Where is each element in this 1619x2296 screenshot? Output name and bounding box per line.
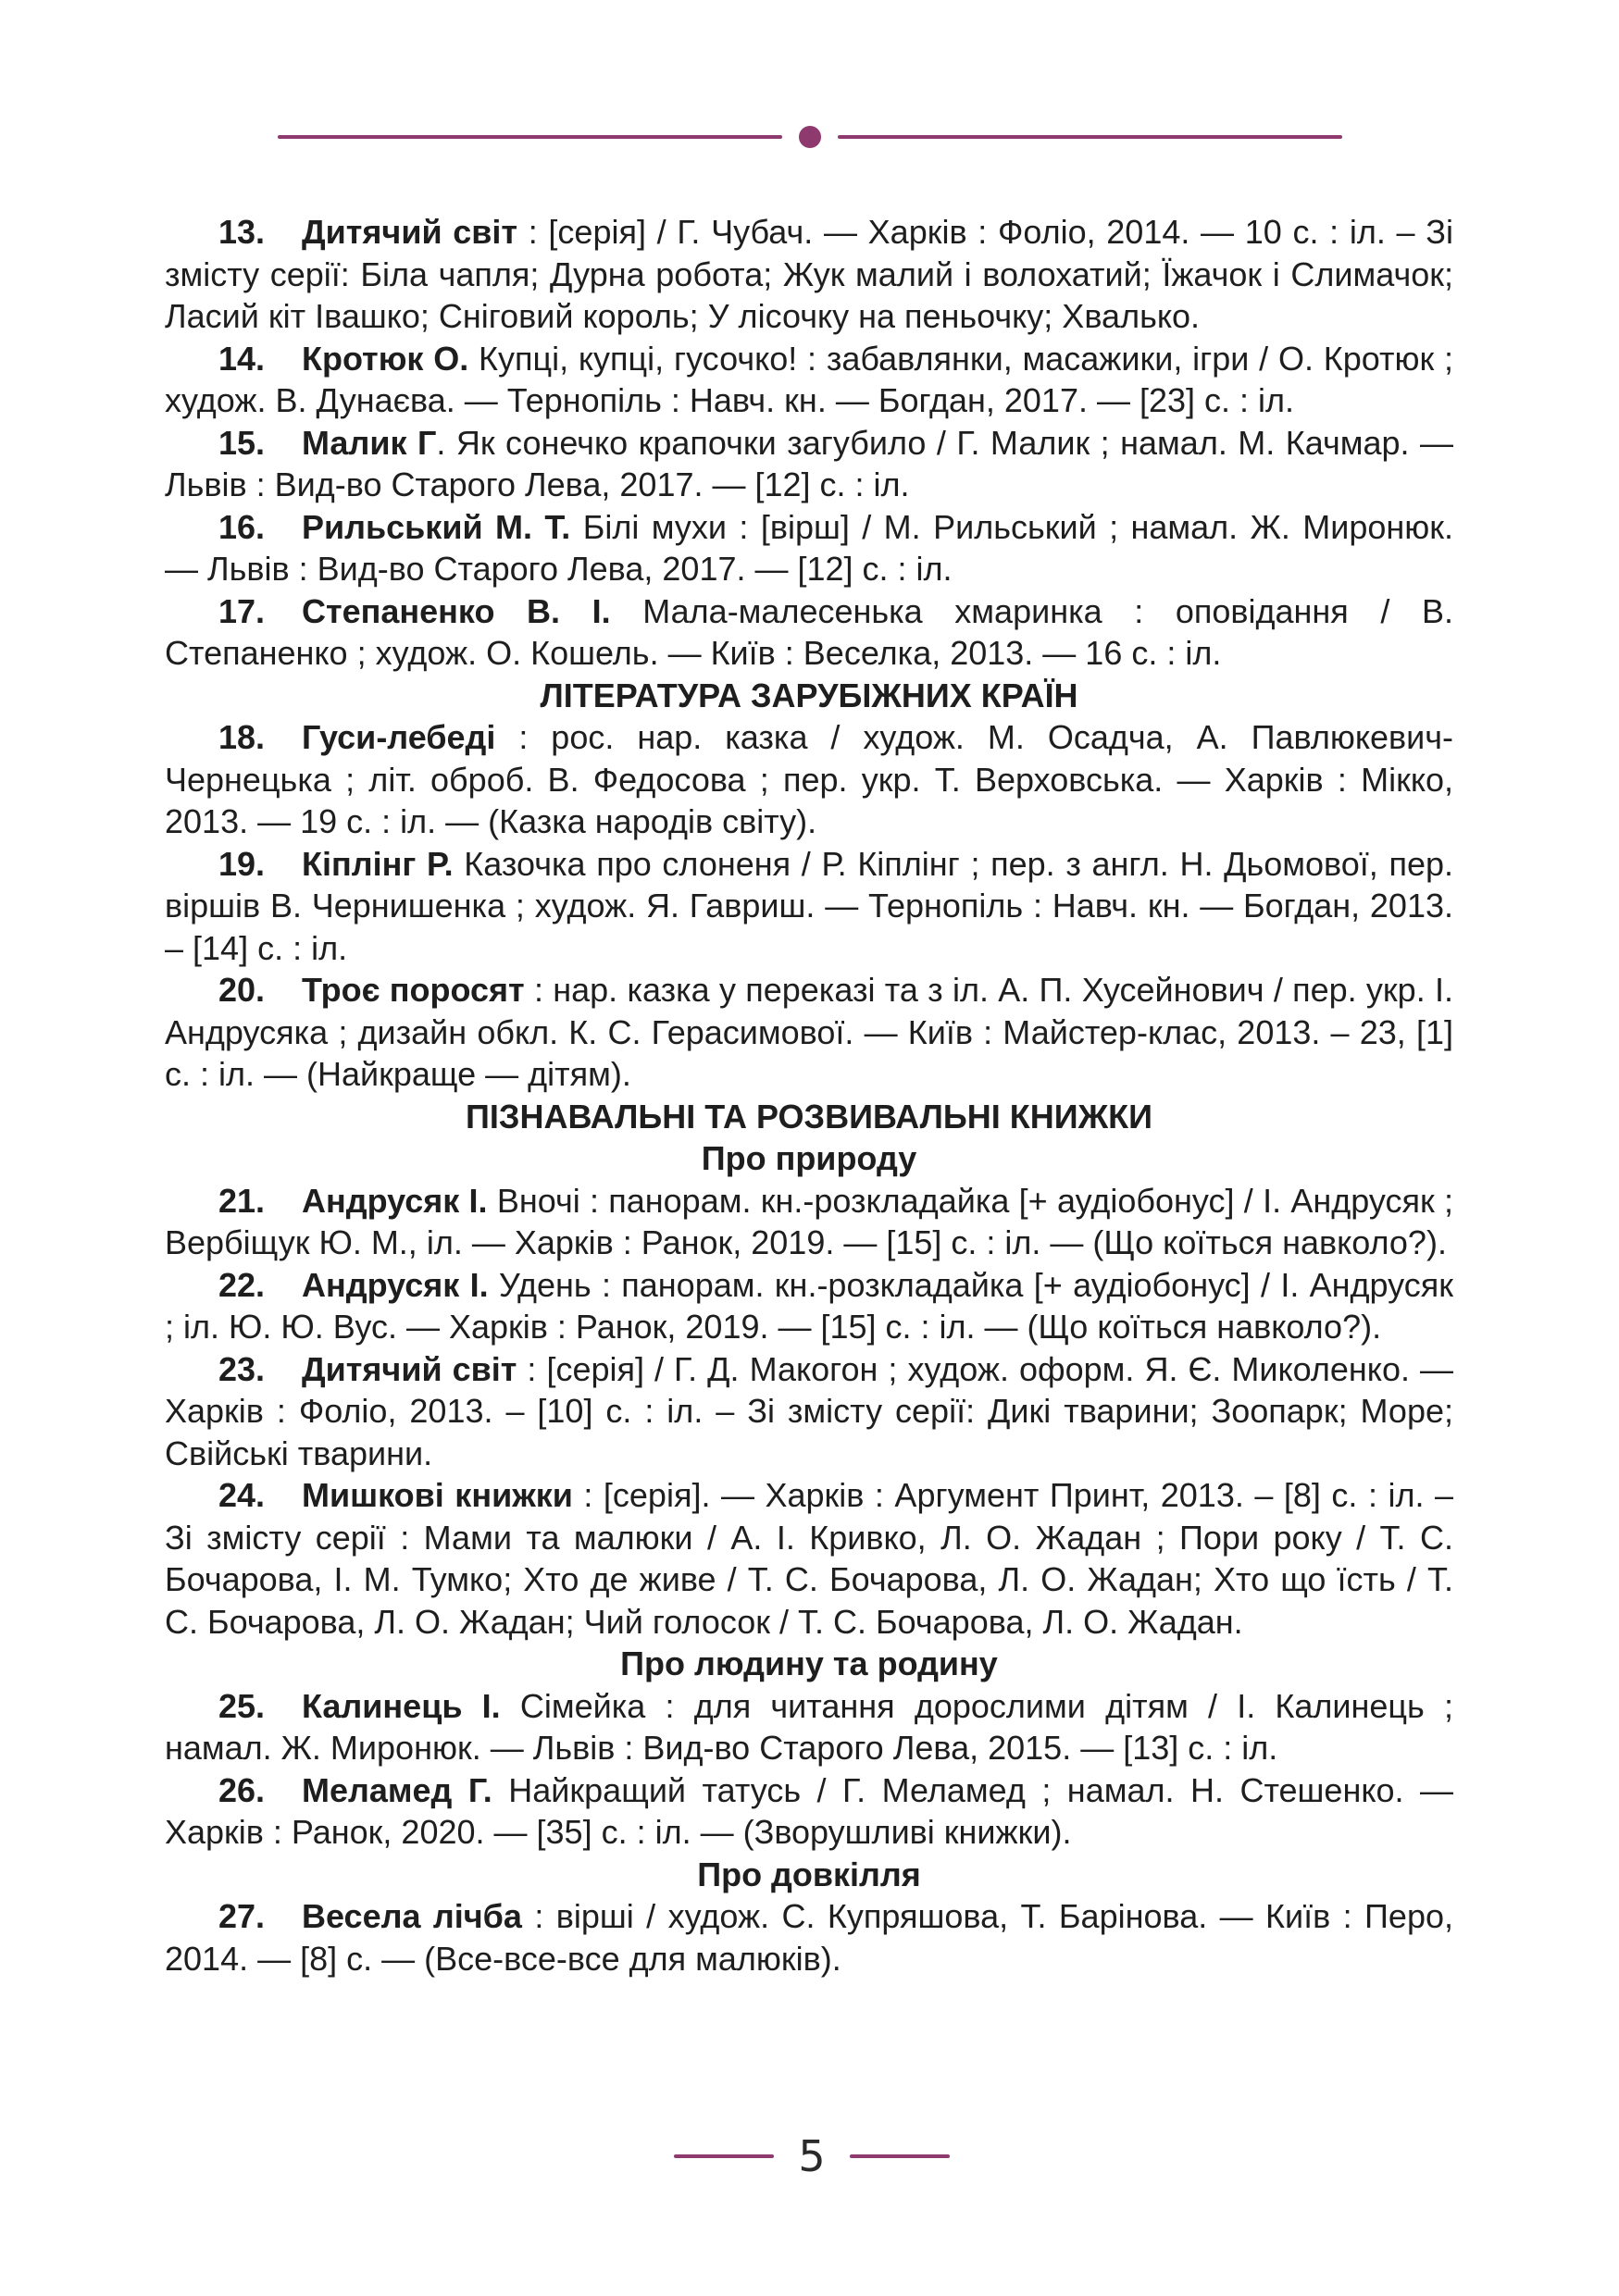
entry-title: Рильський М. Т. — [302, 507, 571, 546]
entry-number: 15. — [218, 423, 266, 462]
entry-title: Весела лічба — [302, 1897, 522, 1935]
entry-description: Найкращий татусь / Г. Меламед ; намал. Н. Стешенко. — Харків : Ранок, 2020. — [35] с. : іл. — (Зворушливі книжки). — [165, 1770, 1453, 1851]
section-heading: Про людину та родину — [620, 1644, 998, 1682]
bibliography-entry — [165, 1769, 1453, 1854]
bibliography-entry — [165, 1264, 1453, 1348]
bibliography-entry — [165, 211, 1453, 338]
entry-title: Меламед Г. — [302, 1770, 492, 1809]
entry-number: 13. — [218, 213, 266, 251]
entry-description: : рос. нар. казка / худож. М. Осадча, А. Павлюкевич-Чернецька ; літ. оброб. В. Федосова ; пер. укр. Т. Верховська. — Харків : Мікко, 2013. — 19 с. : іл. — (Казка народів світу). — [165, 718, 1453, 840]
entry-number: 18. — [218, 718, 266, 756]
entry-description: Вночі : панорам. кн.-розкладайка [+ аудіобонус] / І. Андрусяк ; Вербіщук Ю. М., іл. — Харків : Ранок, 2019. — [15] с. : іл. — (Що коїться навколо?). — [165, 1181, 1453, 1261]
section-heading: Про довкілля — [697, 1855, 921, 1893]
entry-description: : нар. казка у переказі та з іл. А. П. Хусейнович / пер. укр. І. Андрусяка ; дизайн обкл. К. С. Герасимової. — Київ : Майстер-клас, 2013. – 23, [1] с. : іл. — (Найкраще — дітям). — [165, 971, 1453, 1093]
entry-number: 24. — [218, 1476, 266, 1514]
entry-title: Дитячий світ — [302, 1349, 517, 1388]
entry-number: 26. — [218, 1770, 266, 1809]
entry-title: Андрусяк І. — [302, 1265, 489, 1304]
bibliography-entry — [165, 1685, 1453, 1769]
bibliography-entry — [165, 1348, 1453, 1475]
top-ornament — [278, 126, 1342, 148]
footer-line-left — [674, 2154, 774, 2158]
entry-description: Сімейка : для читання дорослими дітям / І. Калинець ; намал. Ж. Миронюк. — Львів : Вид-во Старого Лева, 2015. — [13] с. : іл. — [165, 1686, 1453, 1767]
entry-title: Калинець І. — [302, 1686, 501, 1725]
bibliography-entry — [165, 1180, 1453, 1264]
bibliography-entry — [165, 716, 1453, 843]
entry-number: 21. — [218, 1181, 266, 1220]
footer-line-right — [850, 2154, 950, 2158]
entry-number: 22. — [218, 1265, 266, 1304]
entry-title: Кіплінг Р. — [302, 844, 454, 883]
entry-title: Гуси-лебеді — [302, 718, 496, 756]
entry-description: Білі мухи : [вірш] / М. Рильський ; намал. Ж. Миронюк. — Львів : Вид-во Старого Лева, 2017. — [12] с. : іл. — [165, 507, 1453, 588]
entry-number: 25. — [218, 1686, 266, 1725]
entry-title: Андрусяк І. — [302, 1181, 488, 1220]
bibliography-entry — [165, 590, 1453, 675]
page-footer — [0, 2128, 1619, 2184]
bibliography-entry — [165, 422, 1453, 506]
section-heading: Про природу — [701, 1139, 917, 1177]
bibliography-entry — [165, 1895, 1453, 1980]
entry-title: Троє поросят — [302, 971, 525, 1009]
entry-description: Мала-малесенька хмаринка : оповідання / В. Степаненко ; худож. О. Кошель. — Київ : Веселка, 2013. — 16 с. : іл. — [165, 591, 1453, 672]
page-number: 5 — [798, 2131, 826, 2181]
ornament-dot — [799, 126, 821, 148]
entry-number: 14. — [218, 339, 266, 378]
bibliography-entry — [165, 969, 1453, 1096]
entry-description: Купці, купці, гусочко! : забавлянки, масажики, ігри / О. Кротюк ; худож. В. Дунаєва. — Тернопіль : Навч. кн. — Богдан, 2017. — [23] с. : іл. — [165, 339, 1453, 419]
entry-title: Степаненко В. І. — [302, 591, 611, 630]
entry-number: 16. — [218, 507, 266, 546]
entry-number: 19. — [218, 844, 266, 883]
bibliography-entry — [165, 338, 1453, 422]
section-heading: ЛІТЕРАТУРА ЗАРУБІЖНИХ КРАЇН — [540, 676, 1078, 714]
bibliography-list — [165, 211, 1453, 1980]
bibliography-entry — [165, 1474, 1453, 1643]
entry-description: : [серія] / Г. Чубач. — Харків : Фоліо, 2014. — 10 с. : іл. – Зі змісту серії: Біла чапля; Дурна робота; Жук малий і волохатий; Їжачок і Слимачок; Ласий кіт Івашко; Сніговий король; У лісочку на пеньочку; Хвалько. — [165, 213, 1453, 335]
entry-description: Казочка про слоненя / Р. Кіплінг ; пер. з англ. Н. Дьомової, пер. віршів В. Чернишенка ; худож. Я. Гавриш. — Тернопіль : Навч. кн. — Богдан, 2013. – [14] с. : іл. — [165, 844, 1453, 967]
entry-description: : [серія]. — Харків : Аргумент Принт, 2013. – [8] с. : іл. – Зі змісту серії : Мами та малюки / А. І. Кривко, Л. О. Жадан ; Пори року / Т. С. Бочарова, І. М. Тумко; Хто де живе / Т. С. Бочарова, Л. О. Жадан; Хто що їсть / Т. С. Бочарова, Л. О. Жадан; Чий голосок / Т. С. Бочарова, Л. О. Жадан. — [165, 1476, 1454, 1641]
entry-description: : вірші / худож. С. Купряшова, Т. Барінова. — Київ : Перо, 2014. — [8] с. — (Все-все-все для малюків). — [165, 1897, 1454, 1978]
entry-title: Кротюк О. — [302, 339, 469, 378]
entry-number: 27. — [218, 1897, 266, 1935]
entry-title: Мишкові книжки — [302, 1476, 573, 1514]
entry-number: 17. — [218, 591, 266, 630]
entry-number: 20. — [218, 971, 266, 1009]
entry-title: Малик Г — [302, 423, 437, 462]
ornament-line-right — [838, 135, 1342, 139]
ornament-line-left — [278, 135, 782, 139]
entry-description: Удень : панорам. кн.-розкладайка [+ аудіобонус] / І. Андрусяк ; іл. Ю. Ю. Вус. — Харків : Ранок, 2019. — [15] с. : іл. — (Що коїться навколо?). — [165, 1265, 1453, 1346]
entry-title: Дитячий світ — [302, 213, 518, 251]
bibliography-entry — [165, 506, 1453, 590]
entry-description: : [серія] / Г. Д. Макогон ; худож. оформ. Я. Є. Миколенко. — Харків : Фоліо, 2013. – [10] с. : іл. – Зі змісту серії: Дикі тварини; Зоопарк; Море; Свійські тварини. — [165, 1349, 1453, 1472]
section-heading: ПІЗНАВАЛЬНІ ТА РОЗВИВАЛЬНІ КНИЖКИ — [466, 1097, 1152, 1136]
entry-number: 23. — [218, 1349, 266, 1388]
entry-description: . Як сонечко крапочки загубило / Г. Малик ; намал. М. Качмар. — Львів : Вид-во Старого Лева, 2017. — [12] с. : іл. — [165, 423, 1453, 503]
bibliography-entry — [165, 843, 1453, 970]
